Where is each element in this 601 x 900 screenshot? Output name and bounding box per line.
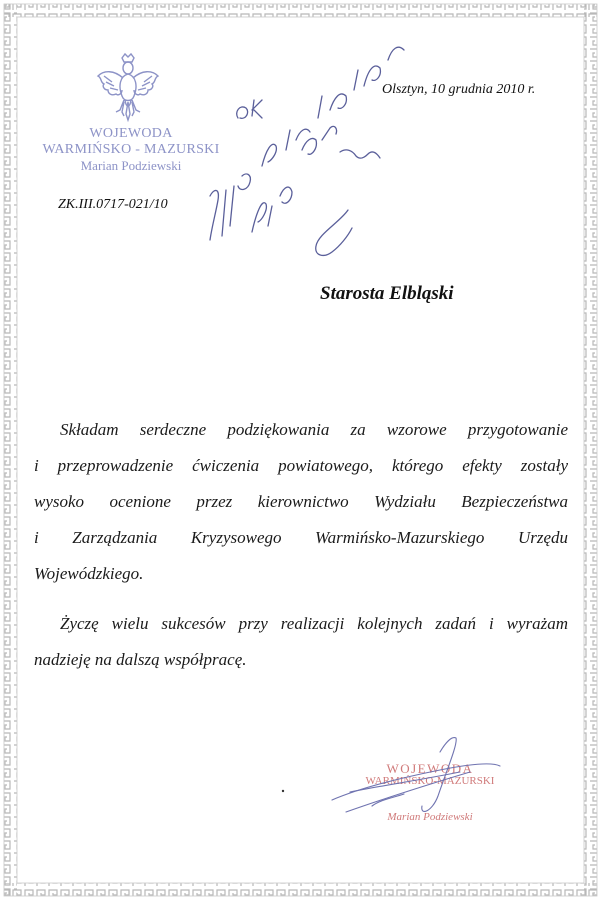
stamp-name: Marian Podziewski — [387, 811, 473, 823]
stamp-office-line2: WARMIŃSKO-MAZURSKI — [365, 775, 495, 787]
letterhead-office-line2: WARMIŃSKO - MAZURSKI — [42, 142, 220, 157]
stamp-office-line1: WOJEWODA — [386, 761, 474, 776]
paragraph-2 — [34, 606, 568, 678]
letterhead-office-line1: WOJEWODA — [89, 126, 173, 141]
paragraph-line: Wojewódzkiego. — [34, 564, 144, 583]
addressee: Starosta Elbląski — [320, 283, 454, 304]
letter-body — [34, 412, 568, 678]
paragraph-line: i przeprowadzenie ćwiczenia powiatowego, którego efekty zostały — [34, 456, 568, 475]
paragraph-line: Składam serdeczne podziękowania za wzorowe przygotowanie — [60, 420, 568, 439]
reference-number: ZK.III.0717-021/10 — [58, 197, 168, 212]
polish-eagle-icon — [92, 52, 164, 124]
signature-stamp — [360, 762, 500, 823]
paragraph-line: wysoko ocenione przez kierownictwo Wydziału Bezpieczeństwa — [34, 492, 568, 511]
paragraph-1 — [34, 412, 568, 592]
paragraph-line: i Zarządzania Kryzysowego Warmińsko-Mazurskiego Urzędu — [34, 528, 568, 547]
letterhead-name: Marian Podziewski — [80, 158, 182, 173]
paragraph-line: nadzieję na dalszą współpracę. — [34, 650, 247, 669]
place-and-date: Olsztyn, 10 grudnia 2010 r. — [382, 82, 536, 97]
letterhead — [36, 126, 226, 174]
paragraph-line: Życzę wielu sukcesów przy realizacji kolejnych zadań i wyrażam — [60, 614, 568, 633]
ink-dot — [282, 790, 284, 792]
